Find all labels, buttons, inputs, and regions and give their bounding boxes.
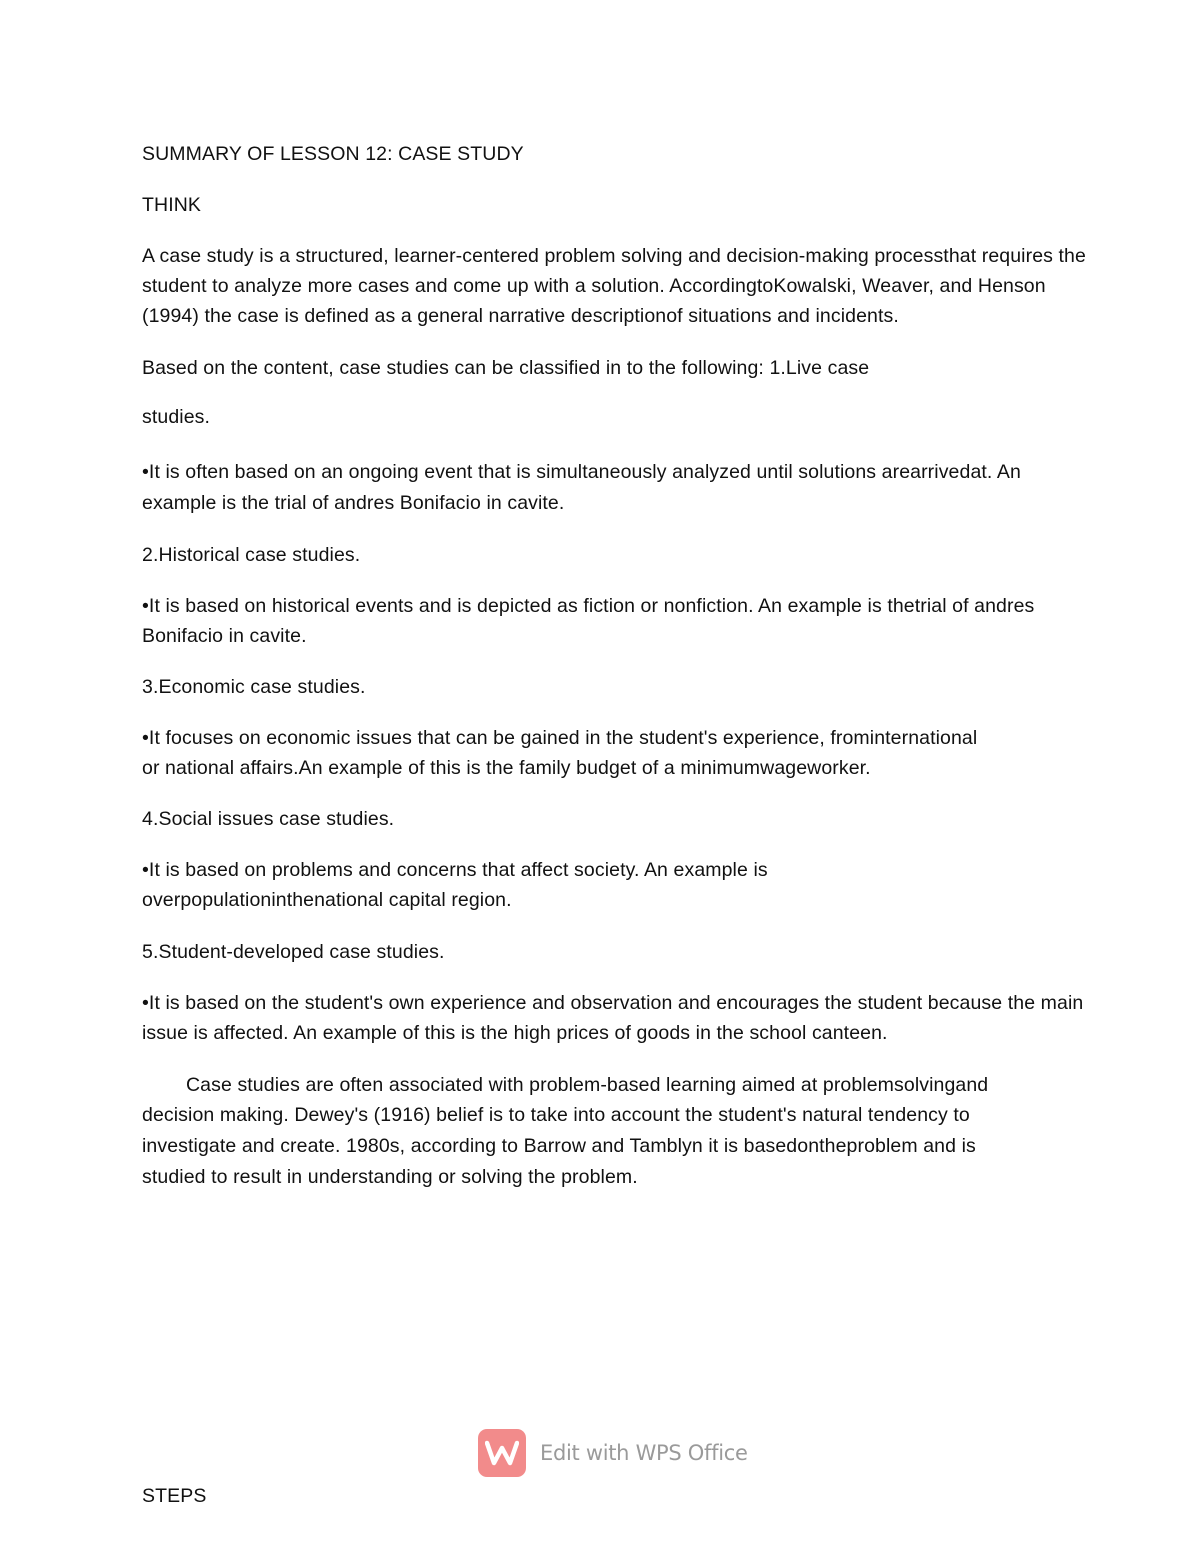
live-case-description: •It is often based on an ongoing event that is simultaneously analyzed until solutions arearrivedat. An	[142, 461, 1021, 483]
watermark-text: Edit with WPS Office	[540, 1441, 748, 1465]
intro-paragraph-line: A case study is a structured, learner-centered problem solving and decision-making processthat requires the	[142, 245, 1086, 267]
wps-watermark[interactable]	[478, 1429, 748, 1477]
historical-case-description: Bonifacio in cavite.	[142, 625, 307, 647]
historical-case-heading: 2.Historical case studies.	[142, 544, 361, 566]
closing-paragraph-line: decision making. Dewey's (1916) belief is to take into account the student's natural tendency to	[142, 1104, 970, 1126]
social-case-description: overpopulationinthenational capital region.	[142, 889, 512, 911]
section-heading-steps: STEPS	[142, 1485, 207, 1507]
classification-line: studies.	[142, 406, 211, 428]
student-case-description: issue is affected. An example of this is the high prices of goods in the school canteen.	[142, 1022, 888, 1044]
social-case-heading: 4.Social issues case studies.	[142, 808, 395, 830]
student-case-description: •It is based on the student's own experience and observation and encourages the student because the main	[142, 992, 1084, 1014]
live-case-description: example is the trial of andres Bonifacio in cavite.	[142, 492, 565, 514]
classification-line: Based on the content, case studies can be classified in to the following: 1.Live case	[142, 357, 870, 379]
intro-paragraph-line: student to analyze more cases and come up with a solution. AccordingtoKowalski, Weaver, and Henson	[142, 275, 1046, 297]
social-case-description: •It is based on problems and concerns that affect society. An example is	[142, 859, 768, 881]
section-heading-think: THINK	[142, 194, 201, 216]
wps-logo-icon	[478, 1429, 526, 1477]
student-case-heading: 5.Student-developed case studies.	[142, 941, 445, 963]
economic-case-description: or national affairs.An example of this is the family budget of a minimumwageworker.	[142, 757, 871, 779]
intro-paragraph-line: (1994) the case is defined as a general narrative descriptionof situations and incidents.	[142, 305, 899, 327]
historical-case-description: •It is based on historical events and is depicted as fiction or nonfiction. An example is thetrial of andres	[142, 595, 1035, 617]
document-title: SUMMARY OF LESSON 12: CASE STUDY	[142, 143, 524, 165]
economic-case-heading: 3.Economic case studies.	[142, 676, 366, 698]
closing-paragraph-line: investigate and create. 1980s, according to Barrow and Tamblyn it is basedontheproblem and is	[142, 1135, 976, 1157]
economic-case-description: •It focuses on economic issues that can be gained in the student's experience, frominternational	[142, 727, 978, 749]
closing-paragraph-line: studied to result in understanding or solving the problem.	[142, 1166, 638, 1188]
closing-paragraph-line: Case studies are often associated with problem-based learning aimed at problemsolvingand	[186, 1074, 989, 1096]
